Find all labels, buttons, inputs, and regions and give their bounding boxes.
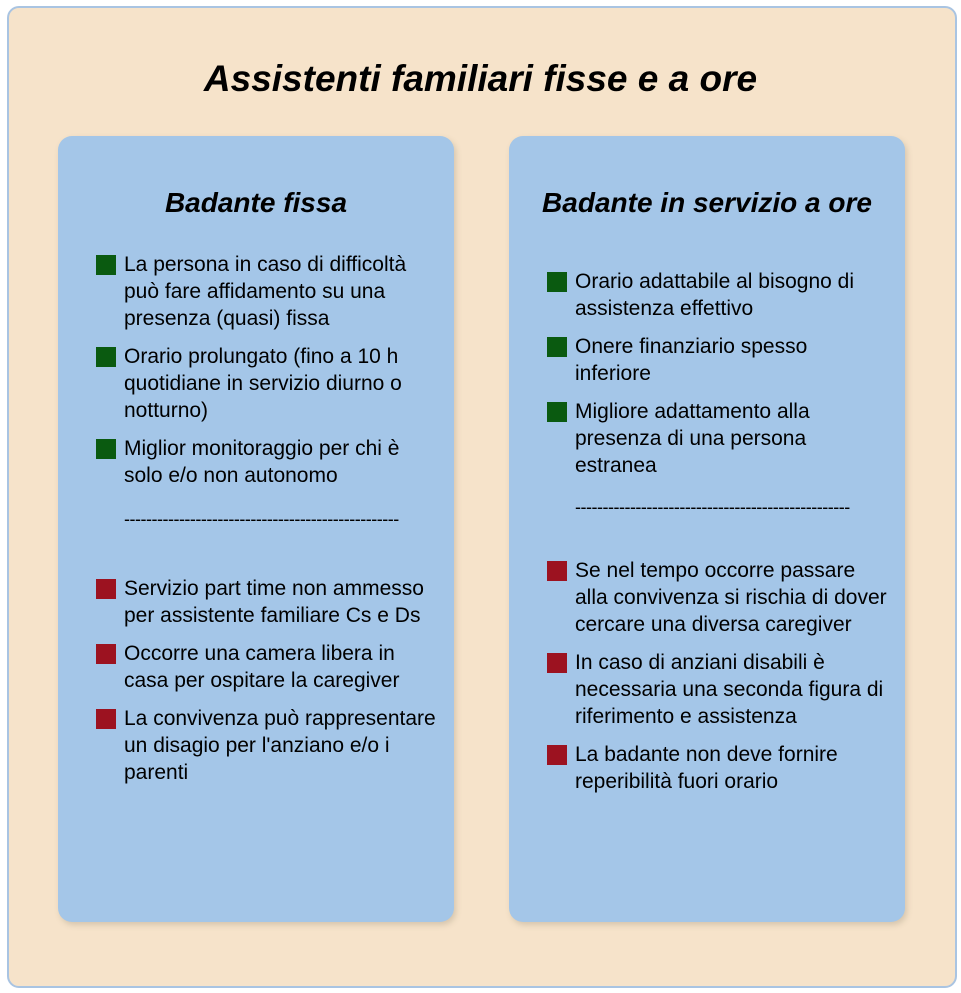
- red-square-icon: [547, 561, 567, 581]
- red-square-icon: [96, 644, 116, 664]
- con-item: [509, 741, 905, 795]
- con-item: [509, 557, 905, 638]
- item-text: Onere finanziario spesso inferiore: [575, 335, 808, 385]
- pros-list: [509, 268, 905, 479]
- item-text: Orario adattabile al bisogno di assistenza effettivo: [575, 270, 855, 320]
- green-square-icon: [96, 347, 116, 367]
- red-square-icon: [547, 653, 567, 673]
- column-title: Badante fissa: [164, 187, 348, 218]
- separator-line: --------------------------------------------------: [124, 509, 399, 529]
- green-square-icon: [547, 272, 567, 292]
- green-square-icon: [96, 255, 116, 275]
- cons-list: [509, 557, 905, 795]
- column-badante-fissa: [58, 136, 454, 922]
- green-square-icon: [547, 402, 567, 422]
- con-item: [58, 575, 454, 629]
- separator-line: --------------------------------------------------: [575, 497, 850, 517]
- con-item: [58, 640, 454, 694]
- item-text: In caso di anziani disabili è necessaria una seconda figura di riferimento e assistenza: [575, 651, 884, 728]
- main-title: Assistenti familiari fisse e a ore: [203, 58, 758, 99]
- pro-item: [509, 268, 905, 322]
- pro-item: [509, 333, 905, 387]
- item-text: La convivenza può rappresentare un disagio per l'anziano e/o i parenti: [124, 707, 436, 784]
- item-text: Occorre una camera libera in casa per ospitare la caregiver: [124, 642, 400, 692]
- pro-item: [58, 435, 454, 489]
- item-text: La badante non deve fornire reperibilità fuori orario: [575, 743, 838, 793]
- red-square-icon: [547, 745, 567, 765]
- item-text: Migliore adattamento alla presenza di una persona estranea: [575, 400, 810, 477]
- cons-list: [58, 575, 454, 786]
- item-text: La persona in caso di difficoltà può fare affidamento su una presenza (quasi) fissa: [124, 253, 407, 330]
- red-square-icon: [96, 579, 116, 599]
- column-title: Badante in servizio a ore: [542, 187, 872, 218]
- item-text: Orario prolungato (fino a 10 h quotidiane in servizio diurno o notturno): [124, 345, 402, 422]
- pro-item: [58, 251, 454, 332]
- con-item: [509, 649, 905, 730]
- green-square-icon: [547, 337, 567, 357]
- item-text: Servizio part time non ammesso per assistente familiare Cs e Ds: [124, 577, 424, 627]
- pro-item: [509, 398, 905, 479]
- item-text: Se nel tempo occorre passare alla convivenza si rischia di dover cercare una diversa caregiver: [575, 559, 887, 636]
- red-square-icon: [96, 709, 116, 729]
- con-item: [58, 705, 454, 786]
- pro-item: [58, 343, 454, 424]
- column-badante-a-ore: [509, 136, 905, 922]
- green-square-icon: [96, 439, 116, 459]
- item-text: Miglior monitoraggio per chi è solo e/o non autonomo: [124, 437, 400, 487]
- pros-list: [58, 251, 454, 489]
